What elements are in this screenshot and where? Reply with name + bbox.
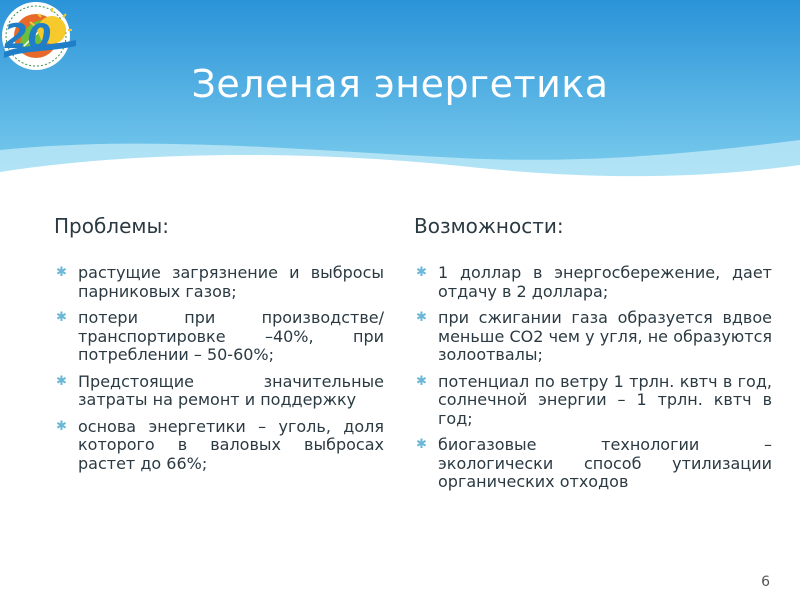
problems-list [54,264,384,473]
bullet-star-icon: ✱ [416,265,427,280]
list-item: ✱ биогазовые технологии – экологически способ утилизации органических отходов [416,435,772,491]
problems-column [54,214,384,481]
bullet-star-icon: ✱ [416,310,427,325]
bullet-star-icon: ✱ [416,437,427,452]
bullet-star-icon: ✱ [56,373,67,389]
bullet-star-icon: ✱ [56,418,67,434]
bullet-star-icon: ✱ [416,373,427,389]
opportunities-column [414,214,772,500]
bullet-star-icon: ✱ [56,265,67,280]
slide-header [0,0,800,200]
list-item: ✱ растущие загрязнение и выбросы парниковых газов; [56,263,384,301]
page-number: 6 [761,574,770,590]
list-item: ✱ Предстоящие значительные затраты на ремонт и поддержку [56,371,384,409]
opportunities-heading: Возможности: [414,214,564,238]
slide-title: Зеленая энергетика [191,62,609,106]
list-item: ✱ потенциал по ветру 1 трлн. квтч в год, солнечной энергии – 1 трлн. квтч в год; [416,371,772,428]
list-item: ✱ 1 доллар в энергосбережение, дает отдачу в 2 доллара; [416,263,772,301]
anniversary-number: 20 [4,17,52,57]
problems-heading: Проблемы: [54,214,170,238]
anniversary-20-logo [0,0,78,64]
list-item: ✱ потери при производстве/транспортировке –40%, при потреблении – 50-60%; [56,308,384,364]
list-item: ✱ при сжигании газа образуется вдвое меньше СО2 чем у угля, не образуются золоотвалы; [416,308,772,364]
list-item: ✱ основа энергетики – уголь, доля которого в валовых выбросах растет до 66%; [56,416,384,473]
opportunities-list [414,264,772,492]
bullet-star-icon: ✱ [56,310,67,325]
